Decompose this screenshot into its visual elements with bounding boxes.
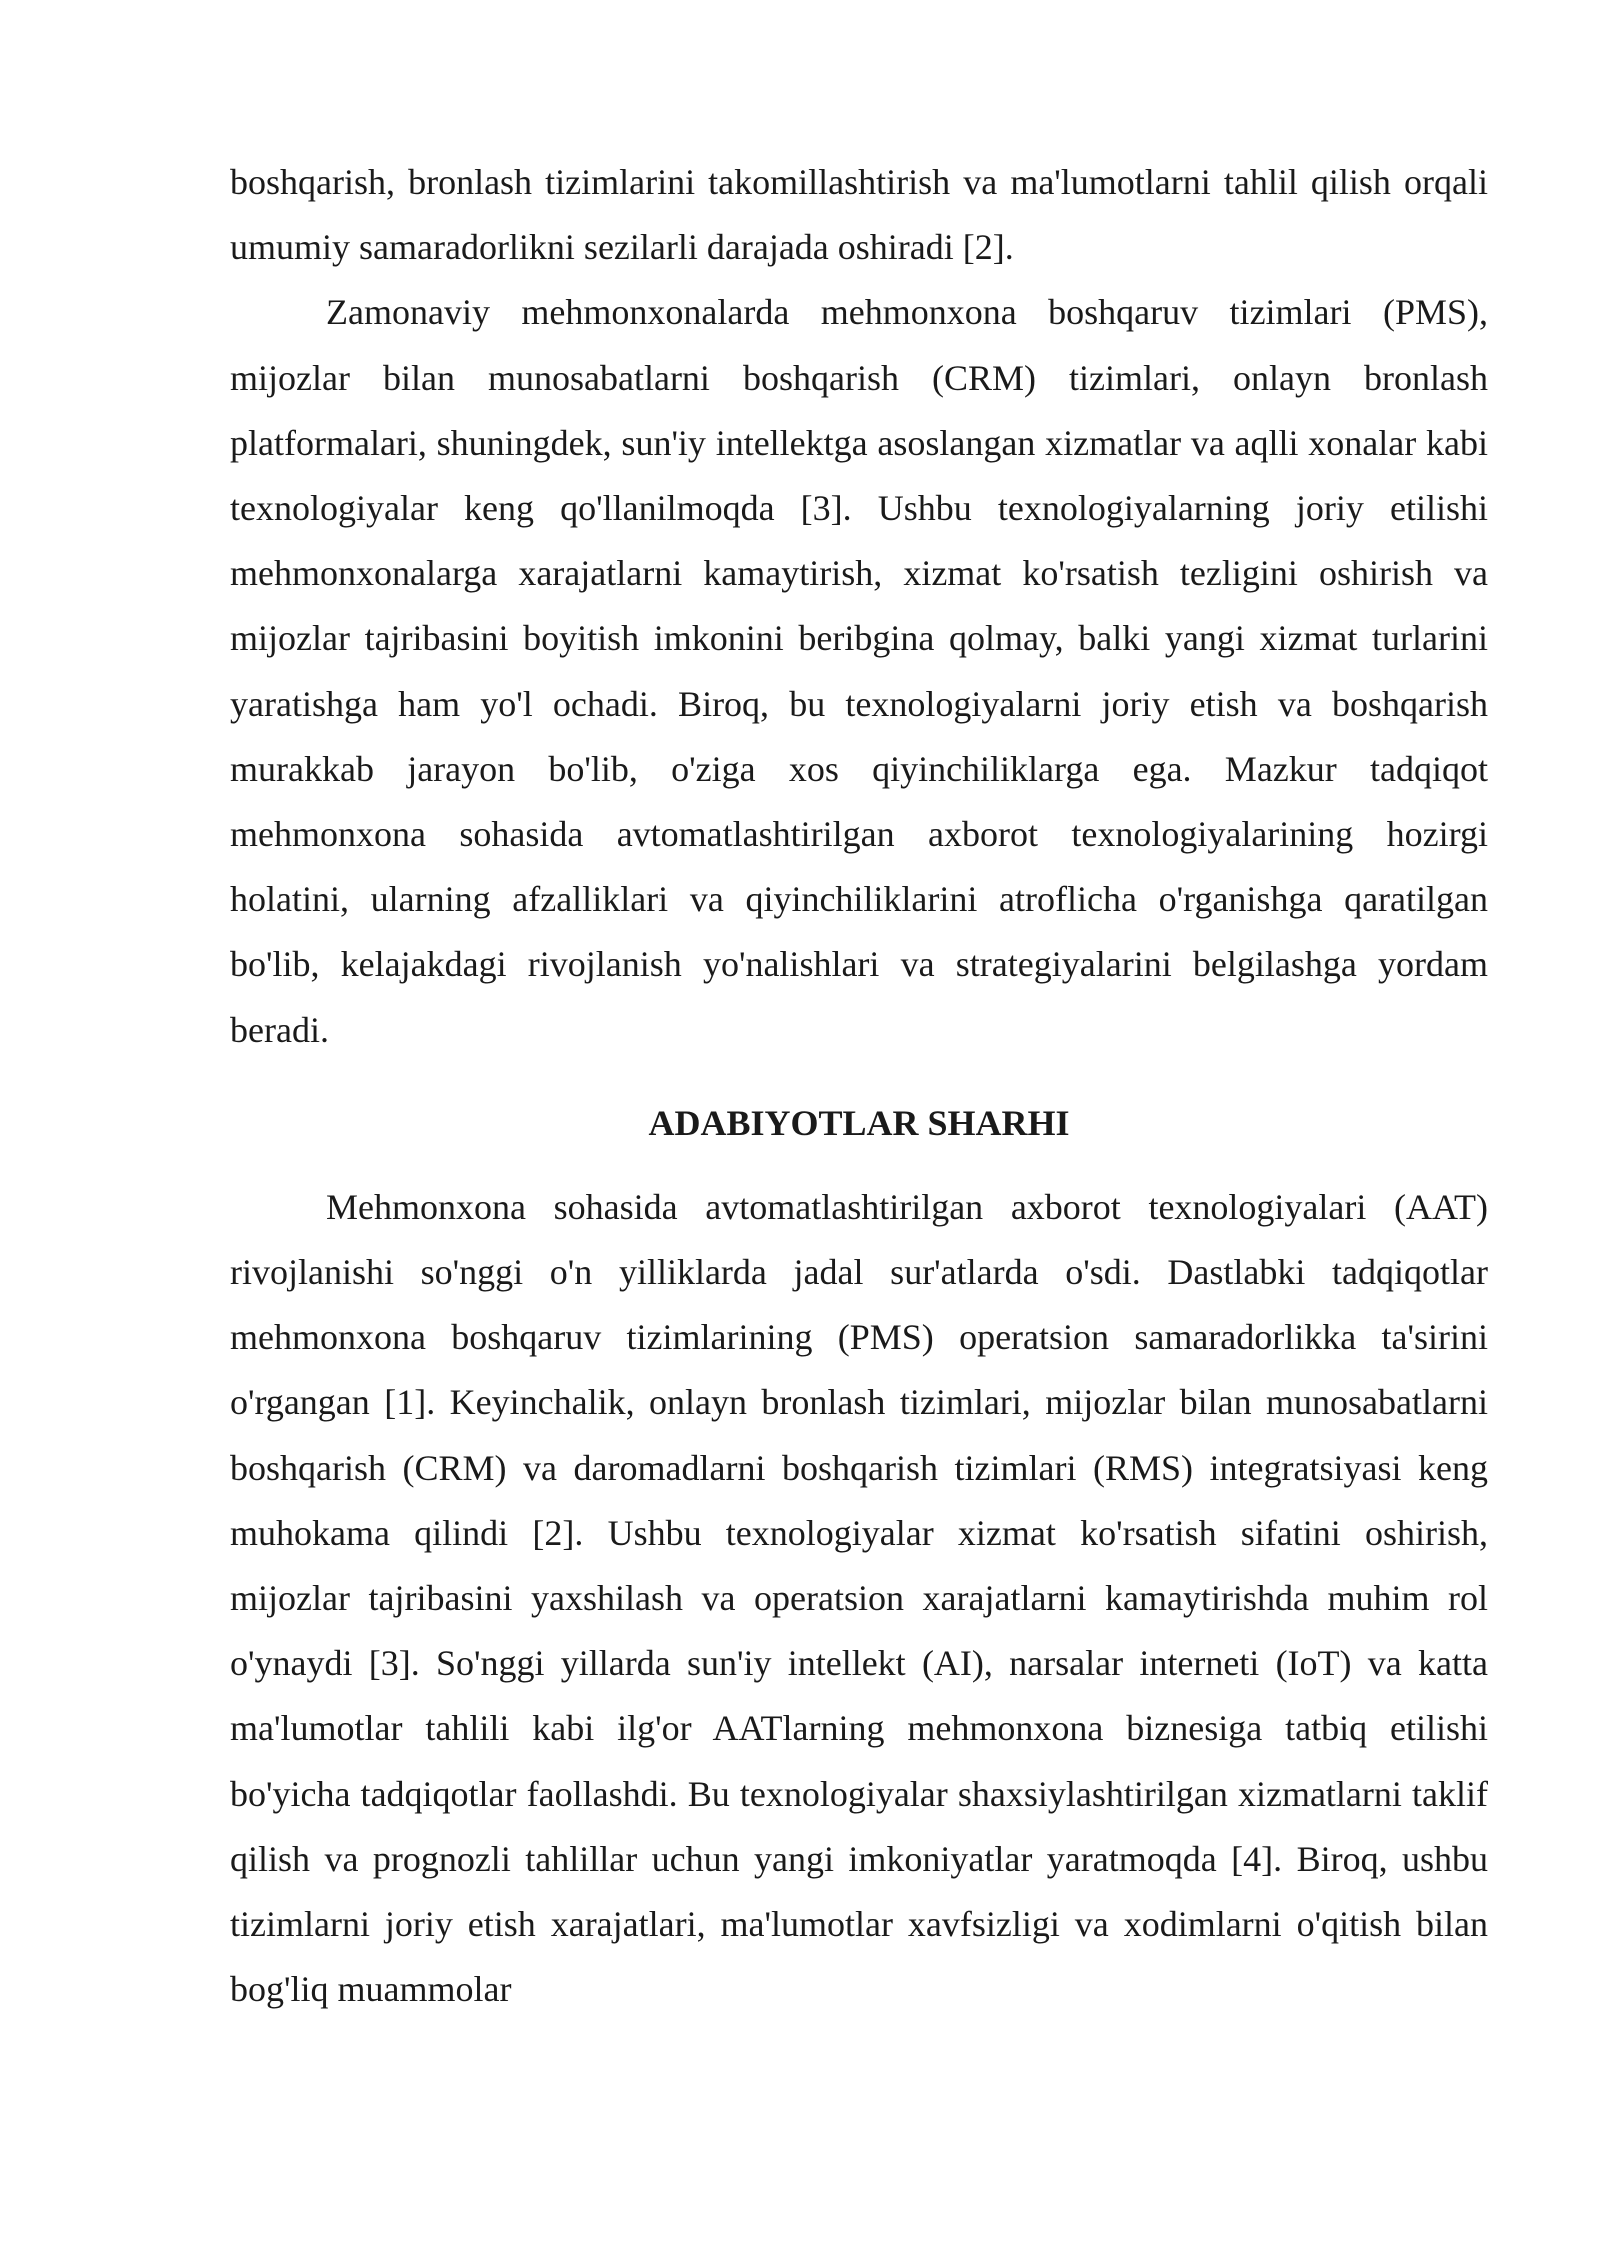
- document-page: [230, 150, 1488, 2022]
- section-heading: ADABIYOTLAR SHARHI: [648, 1102, 1070, 1143]
- paragraph-modern-hotels: Zamonaviy mehmonxonalarda mehmonxona boshqaruv tizimlari (PMS), mijozlar bilan munosabatlarni boshqarish (CRM) tizimlari, onlayn bronlash platformalari, shuningdek, sun'iy intellektga asoslangan xizmatlar va aqlli xonalar kabi texnologiyalar keng qo'llanilmoqda [3]. Ushbu texnologiyalarning joriy etilishi mehmonxonalarga xarajatlarni kamaytirish, xizmat ko'rsatish tezligini oshirish va mijozlar tajribasini boyitish imkonini beribgina qolmay, balki yangi xizmat turlarini yaratishga ham yo'l ochadi. Biroq, bu texnologiyalarni joriy etish va boshqarish murakkab jarayon bo'lib, o'ziga xos qiyinchiliklarga ega. Mazkur tadqiqot mehmonxona sohasida avtomatlashtirilgan axborot texnologiyalarining hozirgi holatini, ularning afzalliklari va qiyinchiliklarini atroflicha o'rganishga qaratilgan bo'lib, kelajakdagi rivojlanish yo'nalishlari va strategiyalarini belgilashga yordam beradi.: [230, 292, 1488, 1050]
- paragraph-continuation: boshqarish, bronlash tizimlarini takomillashtirish va ma'lumotlarni tahlil qilish orqali umumiy samaradorlikni sezilarli darajada oshiradi [2].: [230, 162, 1488, 268]
- paragraph-literature-review: Mehmonxona sohasida avtomatlashtirilgan axborot texnologiyalari (AAT) rivojlanishi so'nggi o'n yilliklarda jadal sur'atlarda o'sdi. Dastlabki tadqiqotlar mehmonxona boshqaruv tizimlarining (PMS) operatsion samaradorlikka ta'sirini o'rgangan [1]. Keyinchalik, onlayn bronlash tizimlari, mijozlar bilan munosabatlarni boshqarish (CRM) va daromadlarni boshqarish tizimlari (RMS) integratsiyasi keng muhokama qilindi [2]. Ushbu texnologiyalar xizmat ko'rsatish sifatini oshirish, mijozlar tajribasini yaxshilash va operatsion xarajatlarni kamaytirishda muhim rol o'ynaydi [3]. So'nggi yillarda sun'iy intellekt (AI), narsalar interneti (IoT) va katta ma'lumotlar tahlili kabi ilg'or AATlarning mehmonxona biznesiga tatbiq etilishi bo'yicha tadqiqotlar faollashdi. Bu texnologiyalar shaxsiylashtirilgan xizmatlarni taklif qilish va prognozli tahlillar uchun yangi imkoniyatlar yaratmoqda [4]. Biroq, ushbu tizimlarni joriy etish xarajatlari, ma'lumotlar xavfsizligi va xodimlarni o'qitish bilan bog'liq muammolar: [230, 1186, 1488, 2010]
